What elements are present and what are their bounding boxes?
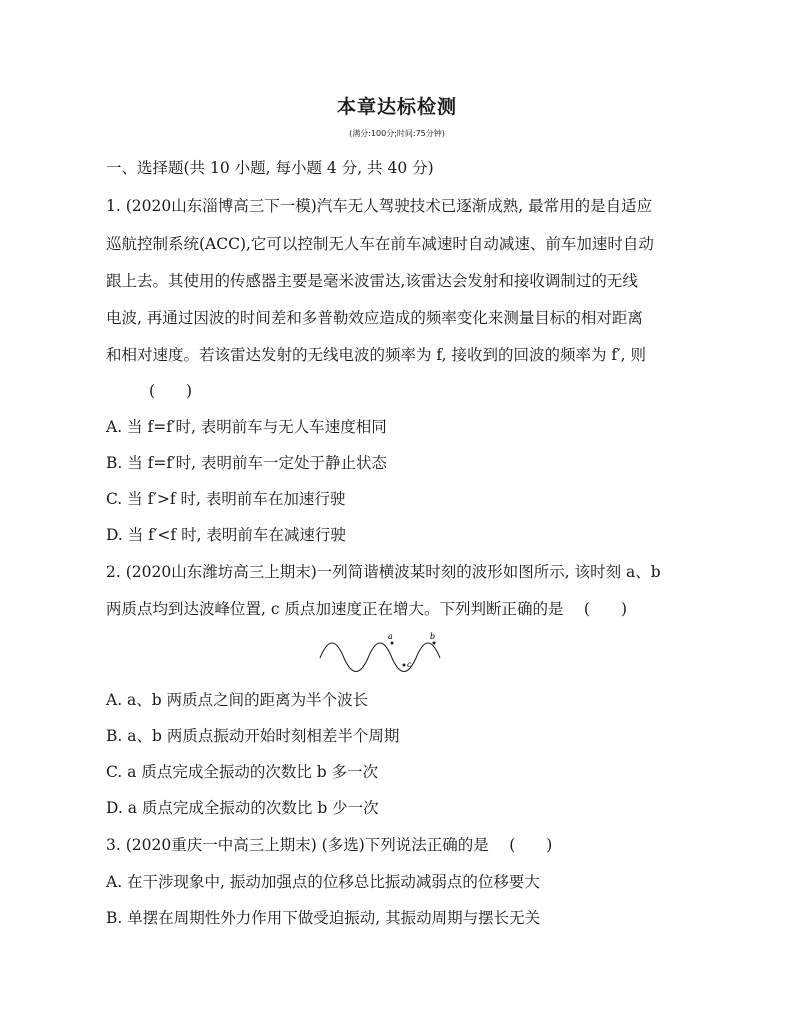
q2-line: 2. (2020山东潍坊高三上期末)一列简谐横波某时刻的波形如图所示, 该时刻 a、b xyxy=(106,563,661,581)
wave-curve xyxy=(320,643,440,672)
point-c-dot xyxy=(403,664,406,667)
label-b: b xyxy=(430,632,436,641)
point-a-dot xyxy=(391,642,394,645)
label-c: c xyxy=(407,660,412,669)
label-a: a xyxy=(388,632,393,641)
q2-option-a: A. a、b 两质点之间的距离为半个波长 xyxy=(106,691,369,709)
q1-line: 跟上去。其使用的传感器主要是毫米波雷达,该雷达会发射和接收调制过的无线 xyxy=(106,272,638,290)
q2-line: 两质点均到达波峰位置, c 质点加速度正在增大。下列判断正确的是 ( ) xyxy=(106,600,627,618)
section-heading: 一、选择题(共 10 小题, 每小题 4 分, 共 40 分) xyxy=(106,159,434,177)
q3-line: 3. (2020重庆一中高三上期末) (多选)下列说法正确的是 ( ) xyxy=(106,836,553,854)
q1-option-c: C. 当 f′>f 时, 表明前车在加速行驶 xyxy=(106,490,346,508)
page-title: 本章达标检测 xyxy=(336,96,457,118)
q1-line: 和相对速度。若该雷达发射的无线电波的频率为 f, 接收到的回波的频率为 f′, 则 xyxy=(106,346,647,364)
q1-option-b: B. 当 f=f′时, 表明前车一定处于静止状态 xyxy=(106,454,388,472)
q3-option-a: A. 在干涉现象中, 振动加强点的位移总比振动减弱点的位移要大 xyxy=(106,873,540,891)
q2-option-c: C. a 质点完成全振动的次数比 b 多一次 xyxy=(106,763,379,781)
q3-option-b: B. 单摆在周期性外力作用下做受迫振动, 其振动周期与摆长无关 xyxy=(106,909,541,927)
q2-option-b: B. a、b 两质点振动开始时刻相差半个周期 xyxy=(106,727,400,745)
q1-answer-bracket: ( ) xyxy=(149,382,193,400)
q1-option-a: A. 当 f=f′时, 表明前车与无人车速度相同 xyxy=(106,418,387,436)
q1-line: 电波, 再通过因波的时间差和多普勒效应造成的频率变化来测量目标的相对距离 xyxy=(106,309,643,327)
q1-line: 巡航控制系统(ACC),它可以控制无人车在前车减速时自动减速、前车加速时自动 xyxy=(106,235,654,253)
wave-figure xyxy=(316,632,446,678)
point-b-dot xyxy=(433,642,436,645)
q1-line: 1. (2020山东淄博高三下一模)汽车无人驾驶技术已逐渐成熟, 最常用的是自适应 xyxy=(106,197,653,215)
score-time-note: (满分:100分;时间:75分钟) xyxy=(349,129,445,138)
q1-option-d: D. 当 f′<f 时, 表明前车在减速行驶 xyxy=(106,526,346,544)
q2-option-d: D. a 质点完成全振动的次数比 b 少一次 xyxy=(106,799,379,817)
